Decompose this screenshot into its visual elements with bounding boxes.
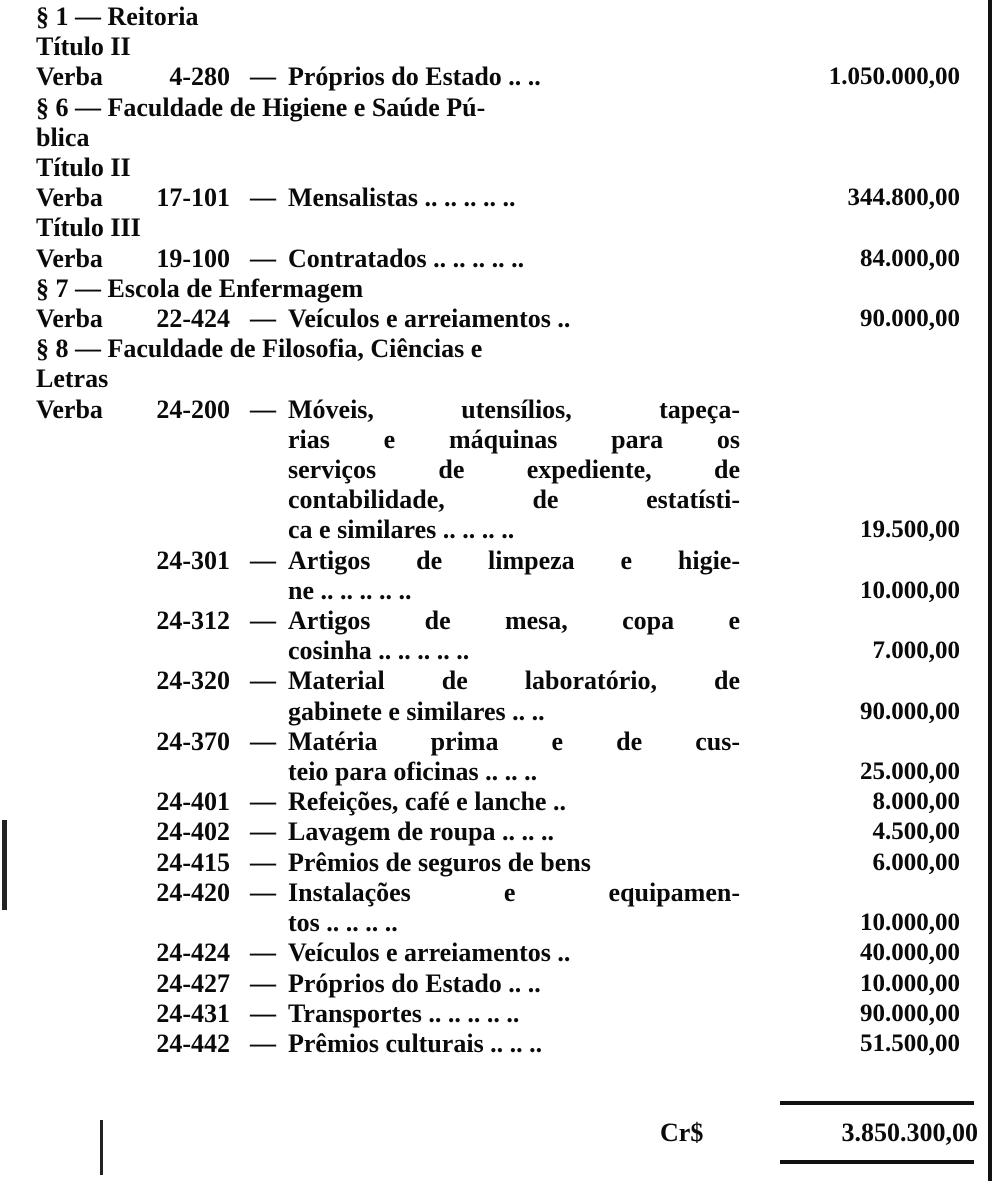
item-description: Próprios do Estado .. .. <box>288 968 541 998</box>
item-description-block <box>288 817 740 847</box>
item-amount-cell <box>740 817 960 847</box>
verba-label <box>36 606 128 666</box>
em-dash: — <box>250 877 276 907</box>
item-description: tos .. .. .. .. <box>288 908 398 938</box>
scan-artifact <box>100 1120 103 1175</box>
item-amount-cell <box>740 727 960 787</box>
item-amount: 10.000,00 <box>860 576 960 604</box>
budget-item-row <box>36 304 980 334</box>
verba-label <box>36 1029 128 1059</box>
budget-item-row <box>36 848 980 878</box>
item-amount: 90.000,00 <box>860 305 960 333</box>
em-dash: — <box>250 968 276 998</box>
em-dash: — <box>250 62 276 92</box>
item-description-block <box>288 938 740 968</box>
item-description: Instalações e equipamen- <box>288 877 740 907</box>
item-amount-cell <box>740 938 960 968</box>
em-dash: — <box>250 394 276 424</box>
em-dash: — <box>250 938 276 968</box>
item-description: Artigos de mesa, copa e <box>288 606 740 636</box>
item-amount: 10.000,00 <box>860 909 960 937</box>
item-amount: 8.000,00 <box>872 788 960 816</box>
item-description: Móveis, utensílios, tapeça- <box>288 394 740 424</box>
em-dash: — <box>250 787 276 817</box>
verba-label <box>36 817 128 847</box>
verba-code: 24-370 <box>156 726 230 756</box>
section-heading: Título III <box>36 213 141 243</box>
budget-item-row <box>36 1029 980 1059</box>
verba-code: 24-420 <box>156 877 230 907</box>
total-rule-bottom <box>780 1160 974 1164</box>
item-amount-cell <box>740 546 960 606</box>
item-description: rias e máquinas para os <box>288 424 740 454</box>
verba-code: 24-301 <box>156 545 230 575</box>
item-amount-cell <box>740 395 960 546</box>
item-description: contabilidade, de estatísti- <box>288 485 740 515</box>
budget-item-row <box>36 546 980 606</box>
budget-item-row <box>36 999 980 1029</box>
item-description-block <box>288 304 740 334</box>
verba-label <box>36 999 128 1029</box>
item-amount: 90.000,00 <box>860 697 960 725</box>
em-dash: — <box>250 304 276 334</box>
item-description: Prêmios culturais .. .. .. <box>288 1028 543 1058</box>
item-amount: 344.800,00 <box>847 184 960 212</box>
budget-item-row <box>36 727 980 787</box>
verba-code: 24-415 <box>156 847 230 877</box>
item-amount-cell <box>740 878 960 938</box>
item-description: gabinete e similares .. .. <box>288 696 545 726</box>
verba-code: 4-280 <box>169 62 230 92</box>
item-description: Prêmios de seguros de bens <box>288 847 591 877</box>
em-dash: — <box>250 545 276 575</box>
item-amount: 84.000,00 <box>860 244 960 272</box>
verba-code: 24-320 <box>156 666 230 696</box>
item-description-block <box>288 244 740 274</box>
item-description: Matéria prima e de cus- <box>288 726 740 756</box>
item-amount-cell <box>740 666 960 726</box>
item-description: teio para oficinas .. .. .. <box>288 757 538 787</box>
item-description-block <box>288 848 740 878</box>
item-description: Contratados .. .. .. .. .. <box>288 243 525 273</box>
item-description-block <box>288 969 740 999</box>
total-label: Cr$ <box>660 1118 704 1147</box>
em-dash: — <box>250 243 276 273</box>
verba-code: 24-200 <box>156 394 230 424</box>
item-description: Lavagem de roupa .. .. .. <box>288 817 555 847</box>
item-description: Próprios do Estado .. .. <box>288 62 541 92</box>
item-description-block <box>288 878 740 938</box>
item-description-block <box>288 1029 740 1059</box>
item-amount: 19.500,00 <box>860 516 960 544</box>
verba-code: 24-442 <box>156 1028 230 1058</box>
verba-label: Verba <box>36 394 103 424</box>
budget-item-row <box>36 244 980 274</box>
item-description-block <box>288 395 740 546</box>
item-amount-cell <box>740 969 960 999</box>
item-amount: 10.000,00 <box>860 969 960 997</box>
item-description: Material de laboratório, de <box>288 666 740 696</box>
budget-content <box>36 2 980 1059</box>
section-heading: Título II <box>36 32 131 62</box>
total-row <box>660 1118 978 1148</box>
item-description: Artigos de limpeza e higie- <box>288 545 740 575</box>
verba-label <box>36 848 128 878</box>
item-amount-cell <box>740 787 960 817</box>
em-dash: — <box>250 1028 276 1058</box>
em-dash: — <box>250 817 276 847</box>
item-amount: 90.000,00 <box>860 999 960 1027</box>
item-description: Veículos e arreiamentos .. <box>288 304 571 334</box>
item-amount-cell <box>740 606 960 666</box>
item-amount-cell <box>740 62 960 92</box>
budget-item-row <box>36 395 980 546</box>
verba-label <box>36 666 128 726</box>
total-rule-top <box>780 1101 974 1105</box>
total-amount: 3.850.300,00 <box>841 1118 978 1147</box>
verba-code: 24-431 <box>156 998 230 1028</box>
em-dash: — <box>250 726 276 756</box>
section-heading: Título II <box>36 153 131 183</box>
item-amount-cell <box>740 183 960 213</box>
item-description: ne .. .. .. .. .. <box>288 575 412 605</box>
budget-item-row <box>36 787 980 817</box>
verba-label: Verba <box>36 62 103 92</box>
item-amount: 51.500,00 <box>860 1029 960 1057</box>
item-description-block <box>288 546 740 606</box>
item-amount: 4.500,00 <box>872 818 960 846</box>
item-amount: 40.000,00 <box>860 939 960 967</box>
item-amount-cell <box>740 244 960 274</box>
section-heading: § 6 — Faculdade de Higiene e Saúde Pú- <box>36 92 486 122</box>
verba-code: 24-401 <box>156 787 230 817</box>
budget-item-row <box>36 666 980 726</box>
item-description-block <box>288 999 740 1029</box>
verba-label <box>36 787 128 817</box>
item-amount: 7.000,00 <box>872 637 960 665</box>
item-description-block <box>288 787 740 817</box>
budget-item-row <box>36 606 980 666</box>
item-amount-cell <box>740 304 960 334</box>
item-amount: 1.050.000,00 <box>828 63 960 91</box>
column-rule <box>988 0 992 1181</box>
item-description: Mensalistas .. .. .. .. .. <box>288 183 516 213</box>
item-description-block <box>288 727 740 787</box>
section-heading: § 7 — Escola de Enfermagem <box>36 273 364 303</box>
scan-artifact <box>2 820 7 910</box>
em-dash: — <box>250 666 276 696</box>
item-description-block <box>288 666 740 726</box>
item-description: ca e similares .. .. .. .. <box>288 515 515 545</box>
verba-label <box>36 969 128 999</box>
item-amount: 25.000,00 <box>860 758 960 786</box>
section-heading: blica <box>36 122 90 152</box>
verba-label <box>36 727 128 787</box>
budget-item-row <box>36 817 980 847</box>
verba-label: Verba <box>36 304 103 334</box>
verba-label: Verba <box>36 243 103 273</box>
item-amount-cell <box>740 848 960 878</box>
budget-item-row <box>36 969 980 999</box>
verba-code: 22-424 <box>156 304 230 334</box>
item-description-block <box>288 183 740 213</box>
section-heading: § 1 — Reitoria <box>36 2 199 31</box>
budget-item-row <box>36 183 980 213</box>
em-dash: — <box>250 998 276 1028</box>
item-description: Veículos e arreiamentos .. <box>288 938 571 968</box>
item-description-block <box>288 62 740 92</box>
budget-item-row <box>36 62 980 92</box>
verba-code: 24-312 <box>156 606 230 636</box>
item-description: Refeições, café e lanche .. <box>288 787 566 817</box>
item-description: cosinha .. .. .. .. .. <box>288 636 470 666</box>
verba-label <box>36 546 128 606</box>
verba-code: 24-427 <box>156 968 230 998</box>
verba-label <box>36 878 128 938</box>
budget-item-row <box>36 938 980 968</box>
verba-code: 19-100 <box>156 243 230 273</box>
item-description-block <box>288 606 740 666</box>
em-dash: — <box>250 183 276 213</box>
item-amount-cell <box>740 1029 960 1059</box>
item-amount: 6.000,00 <box>872 848 960 876</box>
verba-label: Verba <box>36 183 103 213</box>
verba-label <box>36 938 128 968</box>
item-description: serviços de expediente, de <box>288 455 740 485</box>
em-dash: — <box>250 606 276 636</box>
section-heading: § 8 — Faculdade de Filosofia, Ciências e <box>36 334 483 364</box>
item-description: Transportes .. .. .. .. .. <box>288 998 520 1028</box>
item-amount-cell <box>740 999 960 1029</box>
verba-code: 17-101 <box>156 183 230 213</box>
section-heading: Letras <box>36 364 109 394</box>
verba-code: 24-424 <box>156 938 230 968</box>
budget-item-row <box>36 878 980 938</box>
verba-code: 24-402 <box>156 817 230 847</box>
em-dash: — <box>250 847 276 877</box>
